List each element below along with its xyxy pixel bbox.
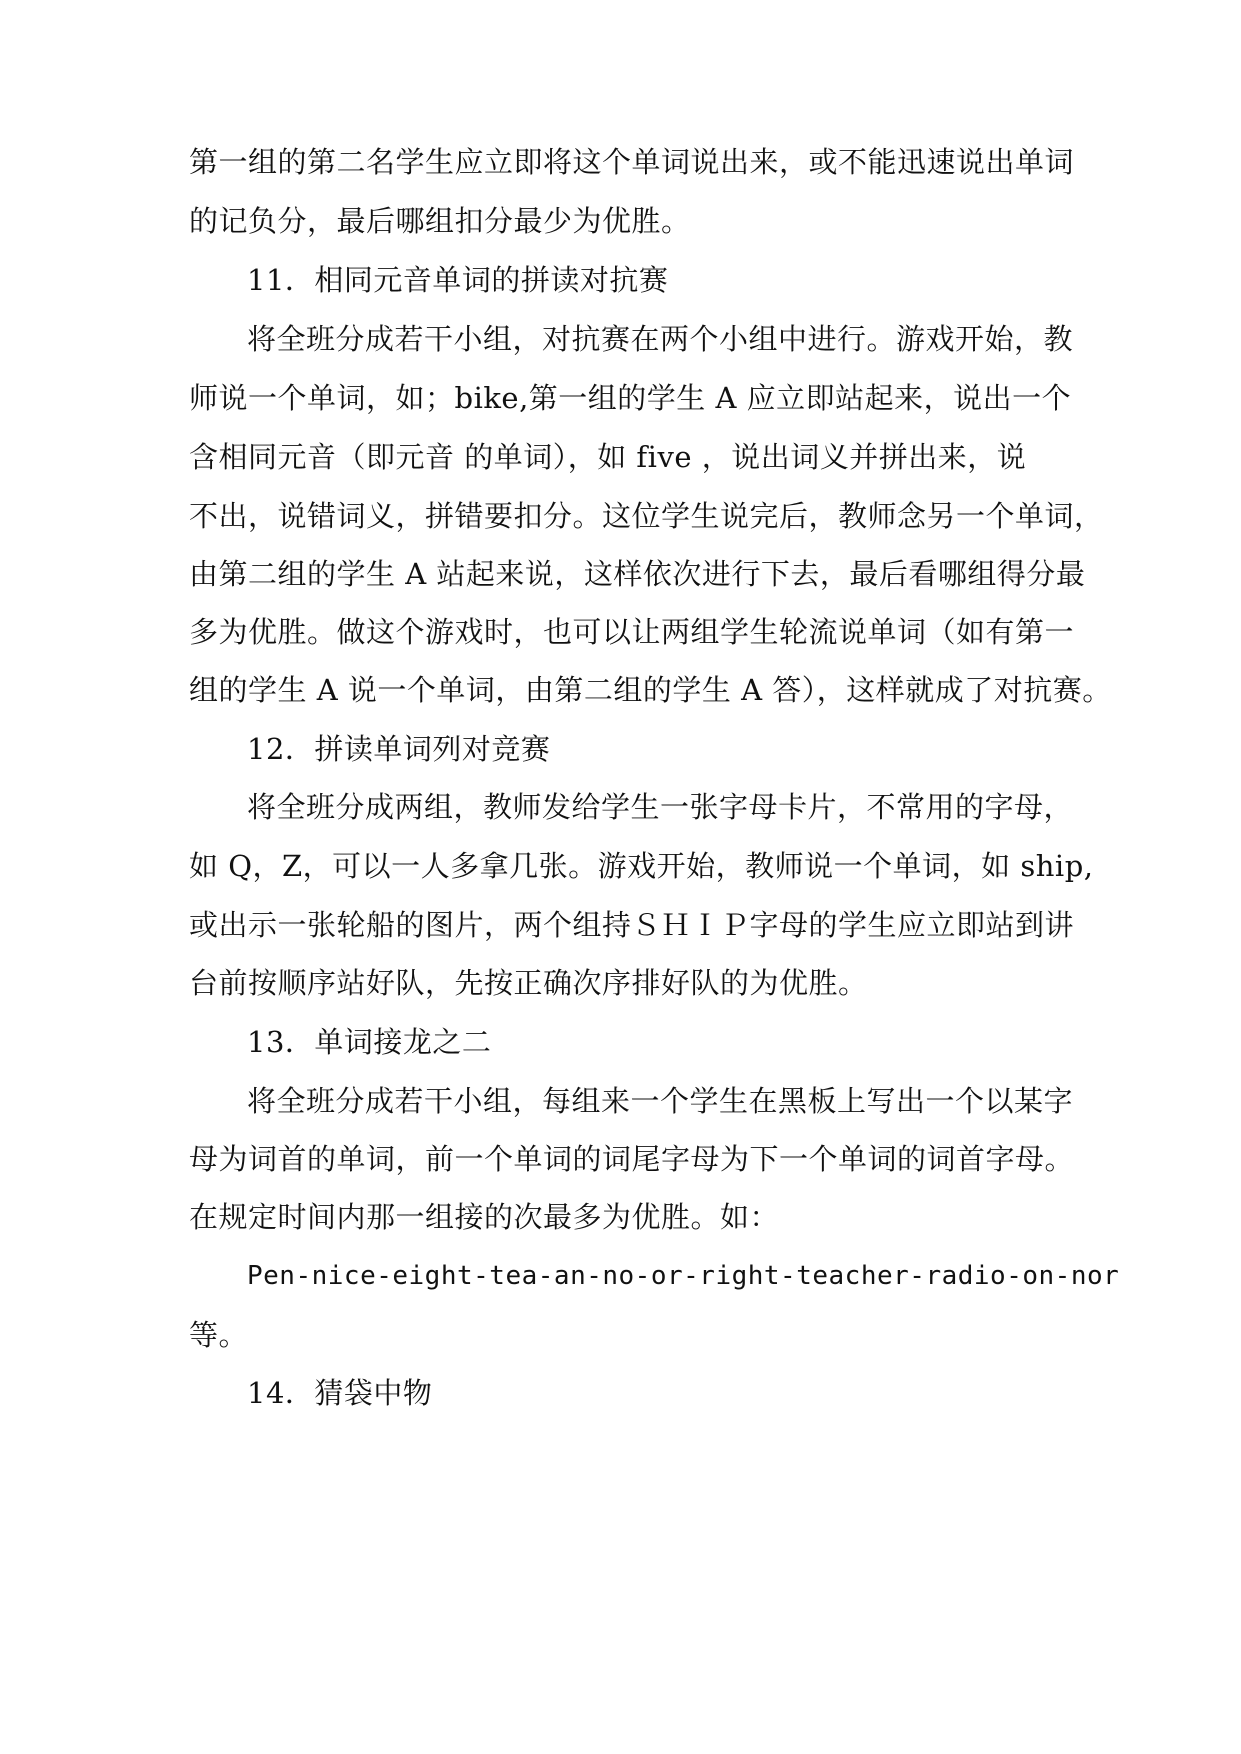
paragraph-line: 母为词首的单词，前一个单词的词尾字母为下一个单词的词首字母。 xyxy=(189,1142,1075,1176)
paragraph-line: 台前按顺序站好队，先按正确次序排好队的为优胜。 xyxy=(189,966,868,1000)
paragraph-line: 由第二组的学生 A 站起来说，这样依次进行下去，最后看哪组得分最 xyxy=(189,557,1086,591)
paragraph-line: 的记负分，最后哪组扣分最少为优胜。 xyxy=(189,204,691,238)
paragraph-line: 如 Q，Z，可以一人多拿几张。游戏开始，教师说一个单词，如 ship, xyxy=(189,849,1094,883)
paragraph-line: 将全班分成若干小组，对抗赛在两个小组中进行。游戏开始，教 xyxy=(247,322,1074,356)
paragraph-line: 在规定时间内那一组接的次最多为优胜。如： xyxy=(189,1200,780,1234)
paragraph-line: 或出示一张轮船的图片，两个组持ＳＨＩＰ字母的学生应立即站到讲 xyxy=(189,908,1075,942)
paragraph-line: 组的学生 A 说一个单词，由第二组的学生 A 答），这样就成了对抗赛。 xyxy=(189,673,1112,707)
section-heading-13: 13．单词接龙之二 xyxy=(247,1025,492,1059)
section-heading-14: 14．猜袋中物 xyxy=(247,1376,433,1410)
paragraph-line: 将全班分成两组，教师发给学生一张字母卡片，不常用的字母， xyxy=(247,790,1074,824)
paragraph-line: 将全班分成若干小组，每组来一个学生在黑板上写出一个以某字 xyxy=(247,1084,1074,1118)
paragraph-line: 含相同元音（即元音 的单词），如 five ，说出词义并拼出来，说 xyxy=(189,440,1027,474)
paragraph-line: 等。 xyxy=(189,1318,249,1352)
section-heading-11: 11．相同元音单词的拼读对抗赛 xyxy=(247,263,669,297)
paragraph-line: 师说一个单词，如；bike,第一组的学生 A 应立即站起来，说出一个 xyxy=(189,381,1072,415)
word-chain-example: Pen-nice-eight-tea-an-no-or-right-teacher-radio-on-nor xyxy=(247,1261,1120,1291)
paragraph-line: 不出，说错词义，拼错要扣分。这位学生说完后，教师念另一个单词， xyxy=(189,499,1104,533)
paragraph-line: 多为优胜。做这个游戏时，也可以让两组学生轮流说单词（如有第一 xyxy=(189,615,1075,649)
section-heading-12: 12．拼读单词列对竞赛 xyxy=(247,732,551,766)
paragraph-line: 第一组的第二名学生应立即将这个单词说出来，或不能迅速说出单词 xyxy=(189,145,1075,179)
